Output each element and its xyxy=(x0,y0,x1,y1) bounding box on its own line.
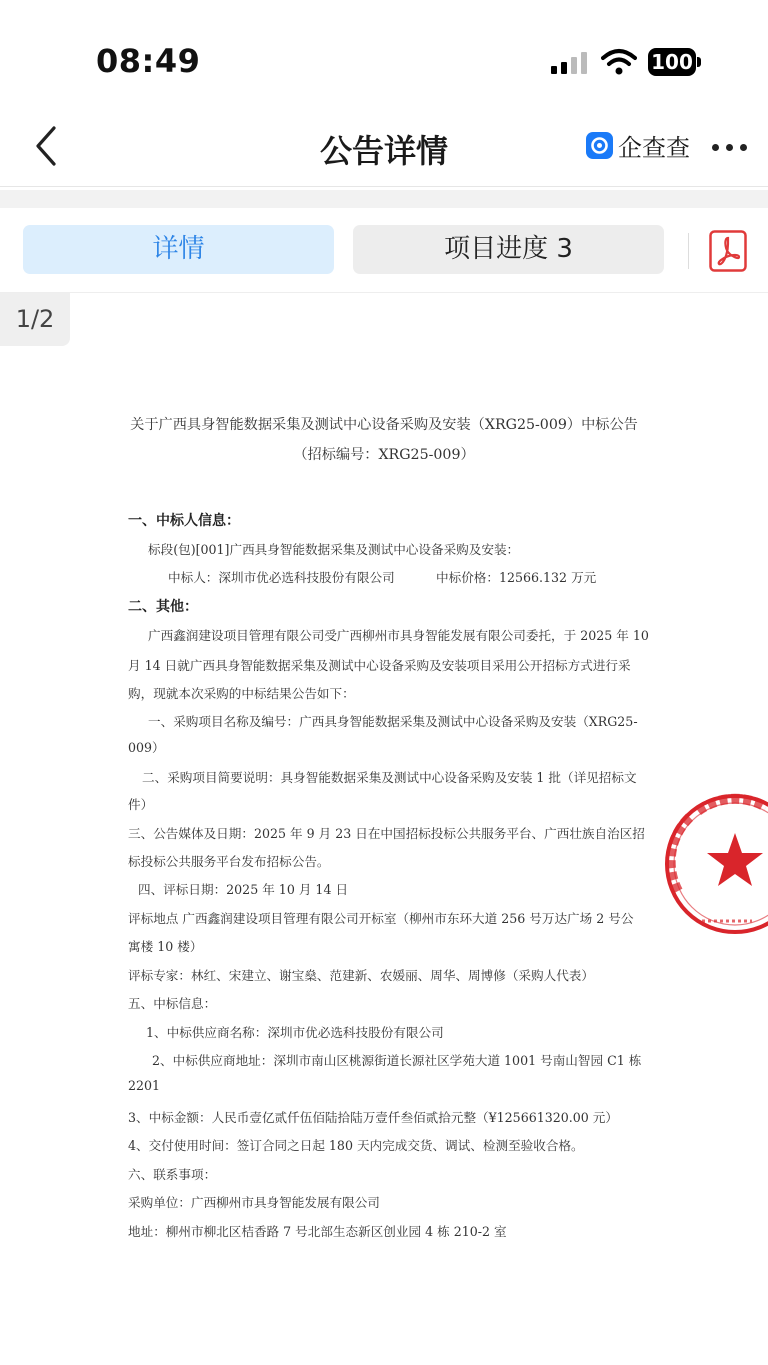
page-indicator: 1/2 xyxy=(0,293,70,346)
status-time: 08:49 xyxy=(96,42,201,80)
doc-line: 中标价格：12566.132 万元 xyxy=(436,570,597,585)
tab-detail[interactable]: 详情 xyxy=(23,225,334,274)
wifi-icon xyxy=(601,48,637,76)
doc-line: 评标地点 广西鑫润建设项目管理有限公司开标室（柳州市东环大道 256 号万达广场 2 号公 xyxy=(128,911,634,926)
doc-line: 二、采购项目简要说明：具身智能数据采集及测试中心设备采购及安装 1 批（详见招标文 xyxy=(142,770,637,785)
doc-line: 009） xyxy=(128,740,165,755)
cellular-signal-icon xyxy=(551,52,591,74)
doc-line: 采购单位：广西柳州市具身智能发展有限公司 xyxy=(128,1195,380,1210)
doc-line: 件） xyxy=(128,797,154,812)
doc-line: 三、公告媒体及日期：2025 年 9 月 23 日在中国招标投标公共服务平台、广西壮族自治区招 xyxy=(128,826,645,841)
doc-subtitle: （招标编号：XRG25-009） xyxy=(293,447,475,463)
doc-line: 五、中标信息： xyxy=(128,996,217,1011)
doc-line: 标段(包)[001]广西具身智能数据采集及测试中心设备采购及安装： xyxy=(148,542,520,557)
doc-line: 标投标公共服务平台发布招标公告。 xyxy=(128,854,330,869)
doc-line: 1、中标供应商名称：深圳市优必选科技股份有限公司 xyxy=(146,1025,444,1040)
doc-line: 月 14 日就广西具身智能数据采集及测试中心设备采购及安装项目采用公开招标方式进行采 xyxy=(128,658,631,673)
document-page xyxy=(0,346,768,1365)
page-title: 公告详情 xyxy=(319,132,448,170)
section-heading: 二、其他： xyxy=(128,599,198,615)
official-seal-stamp xyxy=(662,791,768,937)
section-divider xyxy=(0,190,768,208)
qichacha-logo-icon xyxy=(586,132,613,159)
doc-line: 2201 xyxy=(128,1078,161,1093)
doc-line: 六、联系事项： xyxy=(128,1167,217,1182)
brand-label: 企查查 xyxy=(618,133,690,162)
tab-bar xyxy=(0,208,768,293)
doc-line: 地址：柳州市柳北区桔香路 7 号北部生态新区创业园 4 栋 210-2 室 xyxy=(128,1224,507,1239)
nav-bar xyxy=(0,110,768,187)
battery-icon: 100 xyxy=(648,48,696,76)
doc-line: 中标人：深圳市优必选科技股份有限公司 xyxy=(168,570,395,585)
battery-tip xyxy=(697,57,701,67)
doc-line: 一、采购项目名称及编号：广西具身智能数据采集及测试中心设备采购及安装（XRG25- xyxy=(148,714,638,729)
pdf-icon[interactable] xyxy=(709,230,747,272)
doc-line: 评标专家：林红、宋建立、谢宝燊、范建新、农媛丽、周华、周博修（采购人代表） xyxy=(128,968,594,983)
doc-line: 寓楼 10 楼） xyxy=(128,939,203,954)
doc-line: 2、中标供应商地址：深圳市南山区桃源街道长源社区学苑大道 1001 号南山智园 C1 栋 xyxy=(152,1053,642,1068)
section-heading: 一、中标人信息： xyxy=(128,513,240,529)
doc-line: 广西鑫润建设项目管理有限公司受广西柳州市具身智能发展有限公司委托，于 2025 年 10 xyxy=(148,628,649,643)
doc-line: 3、中标金额：人民币壹亿贰仟伍佰陆拾陆万壹仟叁佰贰拾元整（¥125661320.00 元） xyxy=(128,1110,618,1125)
doc-line: 4、交付使用时间：签订合同之日起 180 天内完成交货、调试、检测至验收合格。 xyxy=(128,1138,584,1153)
doc-line: 四、评标日期：2025 年 10 月 14 日 xyxy=(138,882,349,897)
tab-separator xyxy=(688,233,689,269)
doc-title: 关于广西具身智能数据采集及测试中心设备采购及安装（XRG25-009）中标公告 xyxy=(130,417,638,433)
qichacha-brand-button[interactable] xyxy=(586,130,690,160)
status-bar xyxy=(0,0,768,110)
doc-line: 购，现就本次采购的中标结果公告如下： xyxy=(128,686,355,701)
tab-project-progress[interactable]: 项目进度 3 xyxy=(353,225,664,274)
more-options-icon[interactable] xyxy=(712,144,748,152)
